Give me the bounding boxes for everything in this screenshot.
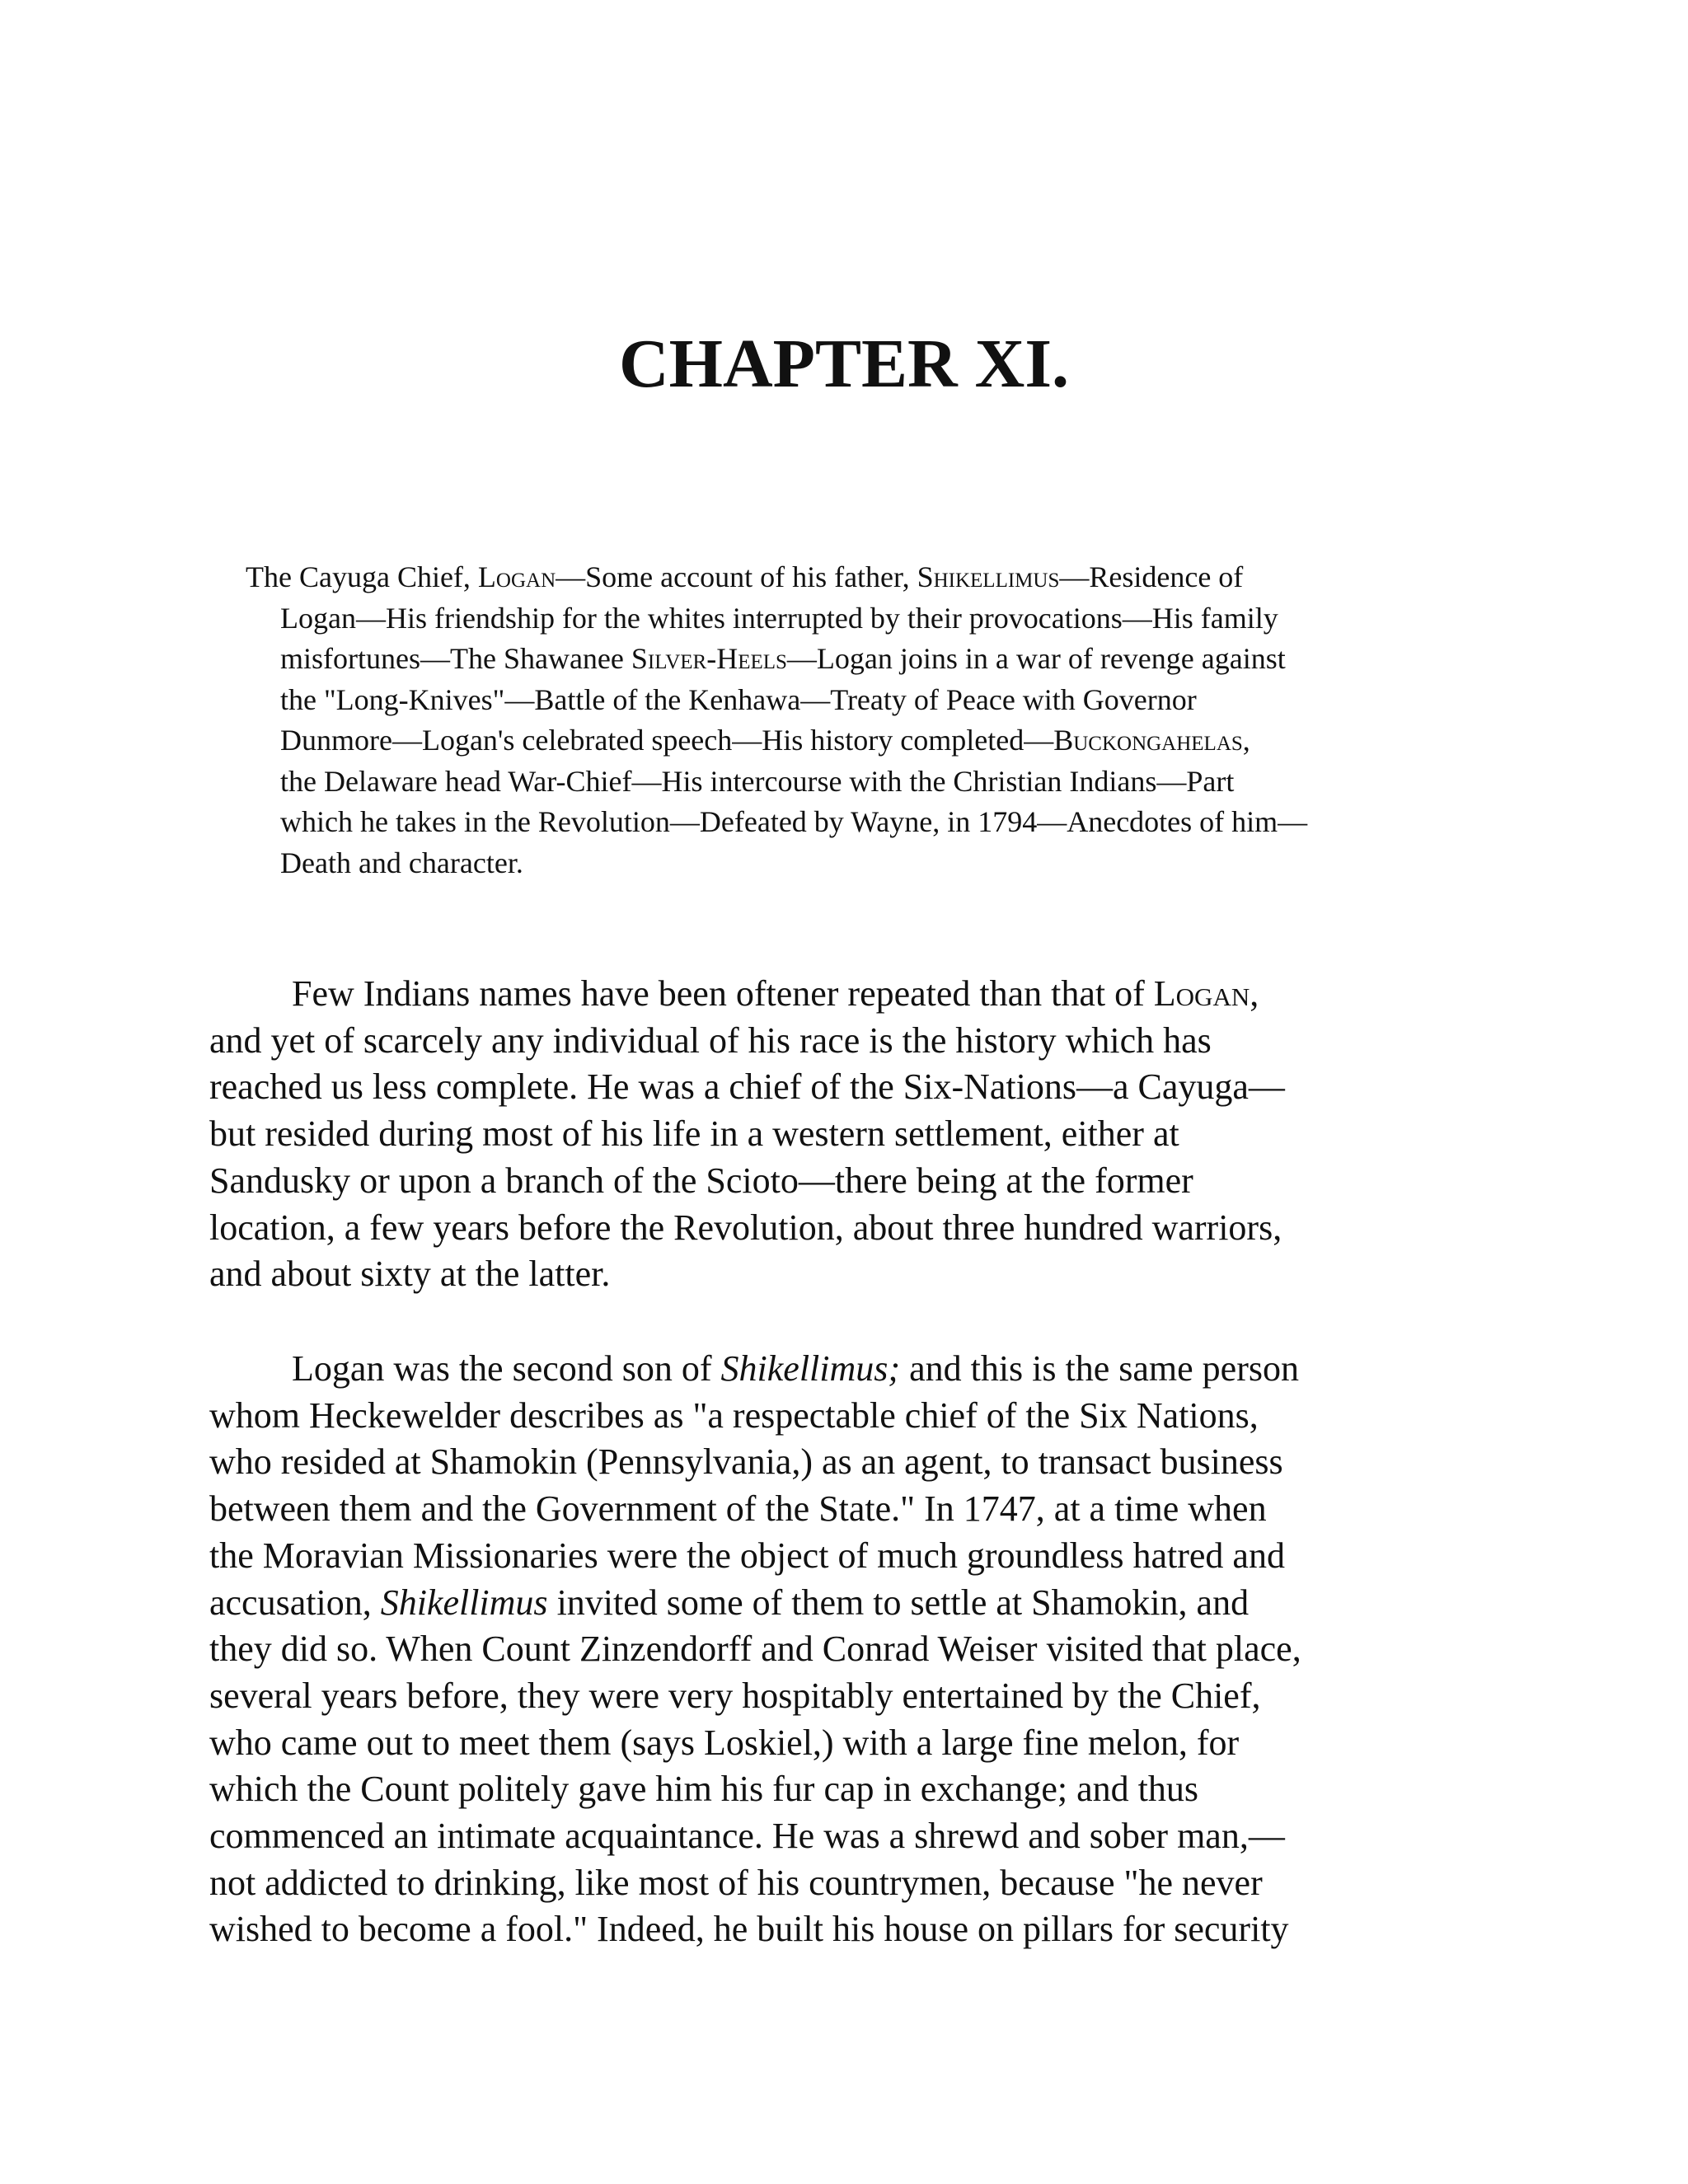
paragraph-line: which the Count politely gave him his fur cap in exchange; and thus bbox=[209, 1769, 1198, 1810]
paragraph-line: commenced an intimate acquaintance. He was a shrewd and sober man,— bbox=[209, 1816, 1285, 1857]
paragraph-line: who came out to meet them (says Loskiel,) with a large fine melon, for bbox=[209, 1722, 1240, 1763]
summary-line: Logan—His friendship for the whites interrupted by their provocations—His family bbox=[280, 601, 1278, 635]
summary-line: The Cayuga Chief, Logan—Some account of his father, Shikellimus—Residence of bbox=[246, 560, 1244, 593]
summary-line: the Delaware head War-Chief—His intercourse with the Christian Indians—Part bbox=[280, 764, 1235, 798]
paragraph-line: the Moravian Missionaries were the object of much groundless hatred and bbox=[209, 1535, 1285, 1576]
paragraph-line: accusation, Shikellimus invited some of them to settle at Shamokin, and bbox=[209, 1582, 1250, 1623]
chapter-summary bbox=[246, 557, 1457, 883]
paragraph-line: and yet of scarcely any individual of his race is the history which has bbox=[209, 1019, 1212, 1061]
paragraph-line: location, a few years before the Revolution, about three hundred warriors, bbox=[209, 1207, 1282, 1248]
small-caps-name: Shikellimus bbox=[917, 560, 1060, 593]
paragraph-line: who resided at Shamokin (Pennsylvania,) as an agent, to transact business bbox=[209, 1441, 1283, 1483]
summary-line: misfortunes—The Shawanee Silver-Heels—Logan joins in a war of revenge against bbox=[280, 642, 1286, 675]
paragraph-line: but resided during most of his life in a western settlement, either at bbox=[209, 1113, 1179, 1155]
small-caps-name: Silver-Heels bbox=[631, 642, 787, 675]
body-paragraph-1 bbox=[209, 971, 1495, 1298]
summary-line: which he takes in the Revolution—Defeated by Wayne, in 1794—Anecdotes of him— bbox=[280, 805, 1308, 838]
paragraph-line: Logan was the second son of Shikellimus; and this is the same person bbox=[292, 1348, 1299, 1389]
paragraph-line: whom Heckewelder describes as "a respectable chief of the Six Nations, bbox=[209, 1394, 1259, 1436]
small-caps-name: Logan bbox=[1153, 973, 1250, 1014]
summary-line: the "Long-Knives"—Battle of the Kenhawa—Treaty of Peace with Governor bbox=[280, 682, 1197, 716]
paragraph-line: and about sixty at the latter. bbox=[209, 1254, 611, 1295]
paragraph-line: they did so. When Count Zinzendorff and Conrad Weiser visited that place, bbox=[209, 1629, 1301, 1670]
chapter-title: CHAPTER XI. bbox=[618, 326, 1070, 402]
paragraph-line: Few Indians names have been oftener repeated than that of Logan, bbox=[292, 973, 1259, 1014]
small-caps-name: Buckongahelas bbox=[1053, 724, 1243, 757]
summary-line: Dunmore—Logan's celebrated speech—His history completed—Buckongahelas, bbox=[280, 724, 1250, 757]
paragraph-line: not addicted to drinking, like most of his countrymen, because "he never bbox=[209, 1862, 1263, 1903]
paragraph-line: several years before, they were very hospitably entertained by the Chief, bbox=[209, 1675, 1261, 1716]
paragraph-line: Sandusky or upon a branch of the Scioto—there being at the former bbox=[209, 1160, 1193, 1201]
paragraph-line: wished to become a fool." Indeed, he built his house on pillars for security bbox=[209, 1909, 1289, 1950]
summary-line: Death and character. bbox=[280, 846, 523, 879]
small-caps-name: Logan bbox=[477, 560, 556, 593]
body-paragraph-2 bbox=[209, 1346, 1495, 1953]
italic-name: Shikellimus bbox=[380, 1582, 548, 1623]
italic-name: Shikellimus; bbox=[720, 1348, 901, 1389]
paragraph-line: between them and the Government of the State." In 1747, at a time when bbox=[209, 1488, 1267, 1530]
paragraph-line: reached us less complete. He was a chief of the Six-Nations—a Cayuga— bbox=[209, 1066, 1285, 1108]
